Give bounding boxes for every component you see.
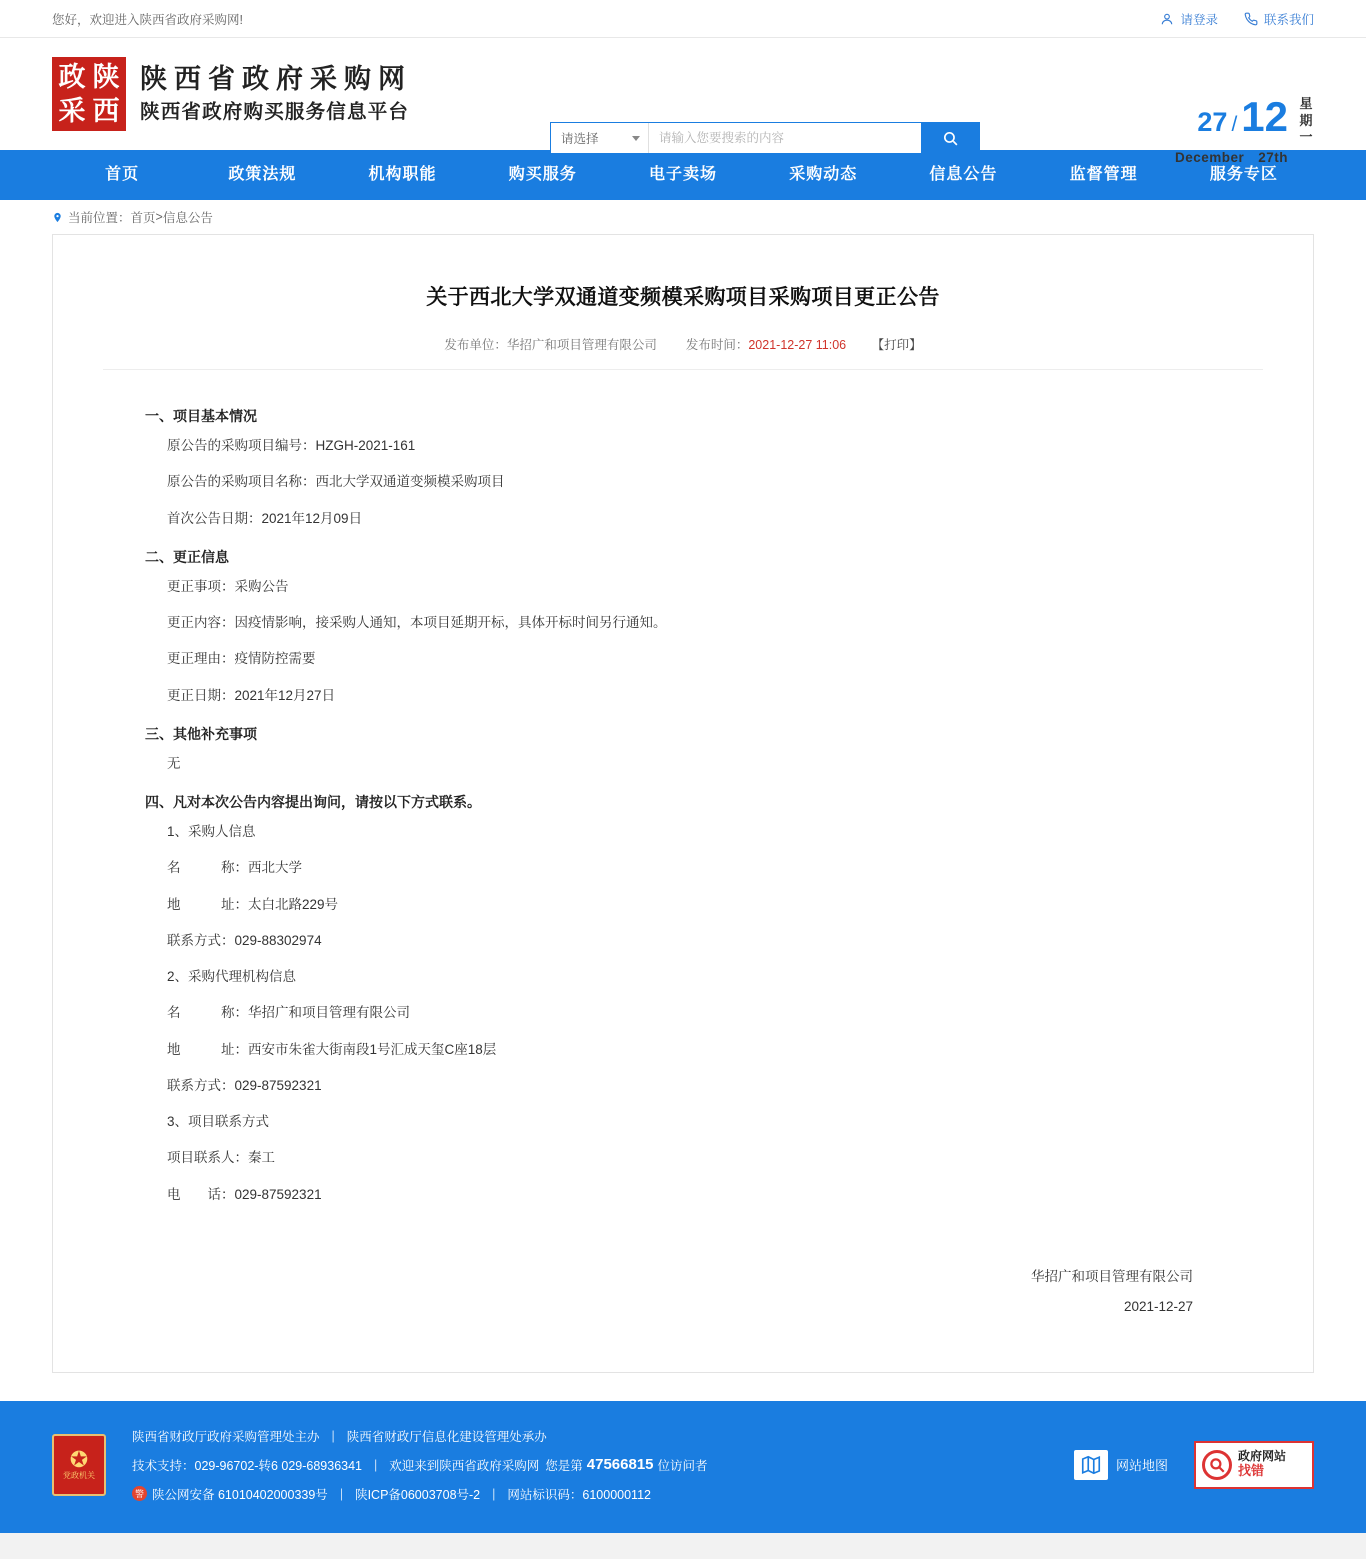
section-4-line-4: 联系方式：029-88302974 bbox=[167, 932, 322, 948]
section-1-line-1: 原公告的采购项目编号：HZGH-2021-161 bbox=[167, 438, 416, 453]
section-heading-2: 二、更正信息 bbox=[145, 548, 229, 565]
publish-time-label: 发布时间： bbox=[685, 338, 749, 352]
section-4-line-5: 2、采购代理机构信息 bbox=[167, 969, 297, 984]
section-heading-4: 四、凡对本次公告内容提出询问，请按以下方式联系。 bbox=[145, 794, 481, 810]
article-body bbox=[103, 370, 1263, 1314]
section-4-line-7: 地 址：西安市朱雀大街南段1号汇成天玺C座18层 bbox=[167, 1041, 497, 1057]
nav-item-functions[interactable]: 机构职能 bbox=[368, 166, 437, 183]
breadcrumb-prefix: 当前位置： bbox=[68, 211, 131, 225]
section-1-line-3: 首次公告日期：2021年12月09日 bbox=[167, 510, 363, 526]
article-meta bbox=[103, 335, 1263, 370]
breadcrumb-current[interactable]: 信息公告 bbox=[162, 211, 213, 225]
publish-time-value: 2021-12-27 11:06 bbox=[748, 338, 847, 352]
site-footer bbox=[0, 1401, 1366, 1533]
nav-item-policy[interactable]: 政策法规 bbox=[228, 166, 297, 183]
footer-line-3 bbox=[132, 1485, 1048, 1503]
logo[interactable] bbox=[52, 57, 412, 131]
seal-char-1: 政 bbox=[58, 61, 86, 93]
sitemap-link[interactable] bbox=[1074, 1450, 1168, 1480]
nav-item-announcements[interactable]: 信息公告 bbox=[929, 166, 998, 183]
announcement-article bbox=[52, 234, 1314, 1373]
section-heading-3: 三、其他补充事项 bbox=[145, 725, 257, 742]
emblem-label: 党政机关 bbox=[63, 1470, 95, 1480]
seal-char-4: 西 bbox=[92, 95, 120, 127]
search-box bbox=[550, 122, 980, 154]
footer-visitor-suffix: 位访问者 bbox=[657, 1458, 708, 1473]
content-wrap bbox=[0, 234, 1366, 1401]
gov-badge-line-1: 政府网站 bbox=[1238, 1449, 1287, 1464]
publisher-value: 华招广和项目管理有限公司 bbox=[506, 338, 657, 352]
map-icon bbox=[1074, 1450, 1108, 1480]
chevron-down-icon bbox=[632, 136, 640, 141]
site-name: 陕西省政府采购网 bbox=[140, 63, 412, 95]
footer-support: 技术支持：029-96702-转6 029-68936341 bbox=[132, 1458, 362, 1473]
footer-divider-3: | bbox=[339, 1486, 344, 1501]
footer-line-1 bbox=[132, 1427, 1048, 1445]
signature-date: 2021-12-27 bbox=[1123, 1298, 1193, 1314]
section-4-line-8: 联系方式：029-87592321 bbox=[167, 1077, 322, 1093]
footer-divider-2: | bbox=[374, 1457, 378, 1472]
breadcrumb bbox=[0, 200, 1366, 234]
footer-gongan[interactable]: 陕公网安备 61010402000339号 bbox=[152, 1487, 328, 1502]
footer-divider-1: | bbox=[331, 1428, 335, 1443]
page-title: 关于西北大学双通道变频模采购项目采购项目更正公告 bbox=[426, 286, 940, 309]
publisher-label: 发布单位： bbox=[444, 338, 507, 352]
search-icon bbox=[942, 130, 959, 147]
search-button[interactable] bbox=[921, 123, 979, 153]
nav-item-supervision[interactable]: 监督管理 bbox=[1069, 166, 1138, 183]
search-category-label: 请选择 bbox=[561, 132, 599, 146]
date-block bbox=[1174, 93, 1314, 166]
police-badge-icon: 警 bbox=[132, 1486, 147, 1501]
footer-line-2 bbox=[132, 1456, 1048, 1474]
section-4-line-10: 项目联系人：秦工 bbox=[167, 1150, 275, 1166]
section-heading-1: 一、项目基本情况 bbox=[145, 408, 257, 424]
nav-item-purchase-service[interactable]: 购买服务 bbox=[508, 166, 577, 183]
section-4-line-3: 地 址：太白北路229号 bbox=[167, 896, 339, 912]
section-4-line-1: 1、采购人信息 bbox=[167, 824, 256, 839]
top-bar bbox=[0, 0, 1366, 38]
date-month: 12 bbox=[1241, 93, 1288, 140]
footer-visitor-prefix: 您是第 bbox=[545, 1458, 583, 1473]
search-input[interactable] bbox=[649, 123, 921, 153]
site-subname: 陕西省政府购买服务信息平台 bbox=[140, 100, 410, 123]
section-4-line-9: 3、项目联系方式 bbox=[167, 1114, 270, 1129]
section-2-line-4: 更正日期：2021年12月27日 bbox=[167, 687, 336, 703]
visitor-count: 47566815 bbox=[586, 1456, 654, 1474]
date-slash: / bbox=[1231, 113, 1238, 136]
section-4-line-11: 电 话：029-87592321 bbox=[167, 1186, 322, 1202]
signature-company: 华招广和项目管理有限公司 bbox=[1031, 1268, 1193, 1284]
seal-char-2: 陕 bbox=[92, 61, 120, 93]
phone-icon bbox=[1244, 12, 1258, 26]
section-4-line-6: 名 称：华招广和项目管理有限公司 bbox=[167, 1005, 410, 1021]
nav-item-home[interactable]: 首页 bbox=[105, 166, 140, 183]
date-sub: December 27th bbox=[1174, 150, 1288, 165]
section-2-line-1: 更正事项：采购公告 bbox=[167, 578, 289, 594]
login-label: 请登录 bbox=[1180, 12, 1218, 27]
nav-item-news[interactable]: 采购动态 bbox=[789, 166, 858, 183]
user-icon bbox=[1160, 12, 1174, 26]
login-link[interactable] bbox=[1160, 10, 1218, 28]
breadcrumb-home[interactable]: 首页 bbox=[130, 211, 156, 225]
party-government-emblem-icon bbox=[52, 1434, 106, 1496]
footer-host: 陕西省财政厅政府采购管理处主办 bbox=[132, 1429, 320, 1444]
footer-site-id: 网站标识码：6100000112 bbox=[507, 1487, 651, 1502]
breadcrumb-sep: > bbox=[155, 210, 163, 224]
magnifier-icon bbox=[1202, 1450, 1232, 1480]
section-1-line-2: 原公告的采购项目名称：西北大学双通道变频模采购项目 bbox=[167, 474, 505, 490]
logo-seal-icon bbox=[52, 57, 126, 131]
section-3-line-1: 无 bbox=[167, 755, 181, 771]
contact-link[interactable] bbox=[1244, 10, 1314, 28]
top-bar-links bbox=[1160, 10, 1314, 28]
search-category-select[interactable] bbox=[551, 123, 649, 153]
gov-website-report-badge[interactable] bbox=[1194, 1441, 1314, 1489]
weekday-label: 星期一 bbox=[1299, 96, 1313, 145]
section-4-line-2: 名 称：西北大学 bbox=[167, 860, 302, 876]
sitemap-label: 网站地图 bbox=[1115, 1458, 1168, 1474]
star-glyph: ✪ bbox=[69, 1446, 89, 1472]
nav-item-service-zone[interactable]: 服务专区 bbox=[1209, 166, 1278, 183]
site-header bbox=[0, 38, 1366, 165]
main-nav bbox=[0, 150, 1366, 200]
gov-badge-line-2: 找错 bbox=[1238, 1463, 1265, 1479]
article-signature bbox=[145, 1265, 1221, 1314]
date-day: 27 bbox=[1197, 107, 1228, 137]
nav-item-emall[interactable]: 电子卖场 bbox=[648, 166, 717, 183]
footer-operator: 陕西省财政厅信息化建设管理处承办 bbox=[346, 1429, 547, 1444]
section-2-line-2: 更正内容：因疫情影响，接采购人通知，本项目延期开标，具体开标时间另行通知。 bbox=[167, 615, 667, 630]
contact-label: 联系我们 bbox=[1263, 12, 1314, 27]
welcome-text: 您好，欢迎进入陕西省政府采购网! bbox=[52, 12, 243, 27]
location-pin-icon bbox=[52, 211, 63, 224]
seal-char-3: 采 bbox=[58, 95, 86, 127]
footer-divider-4: | bbox=[492, 1486, 496, 1501]
footer-welcome: 欢迎来到陕西省政府采购网 bbox=[389, 1458, 540, 1473]
section-2-line-3: 更正理由：疫情防控需要 bbox=[167, 651, 316, 667]
footer-text bbox=[132, 1427, 1048, 1503]
print-button[interactable]: 【打印】 bbox=[871, 338, 922, 352]
footer-icp[interactable]: 陕ICP备06003708号-2 bbox=[355, 1487, 481, 1502]
